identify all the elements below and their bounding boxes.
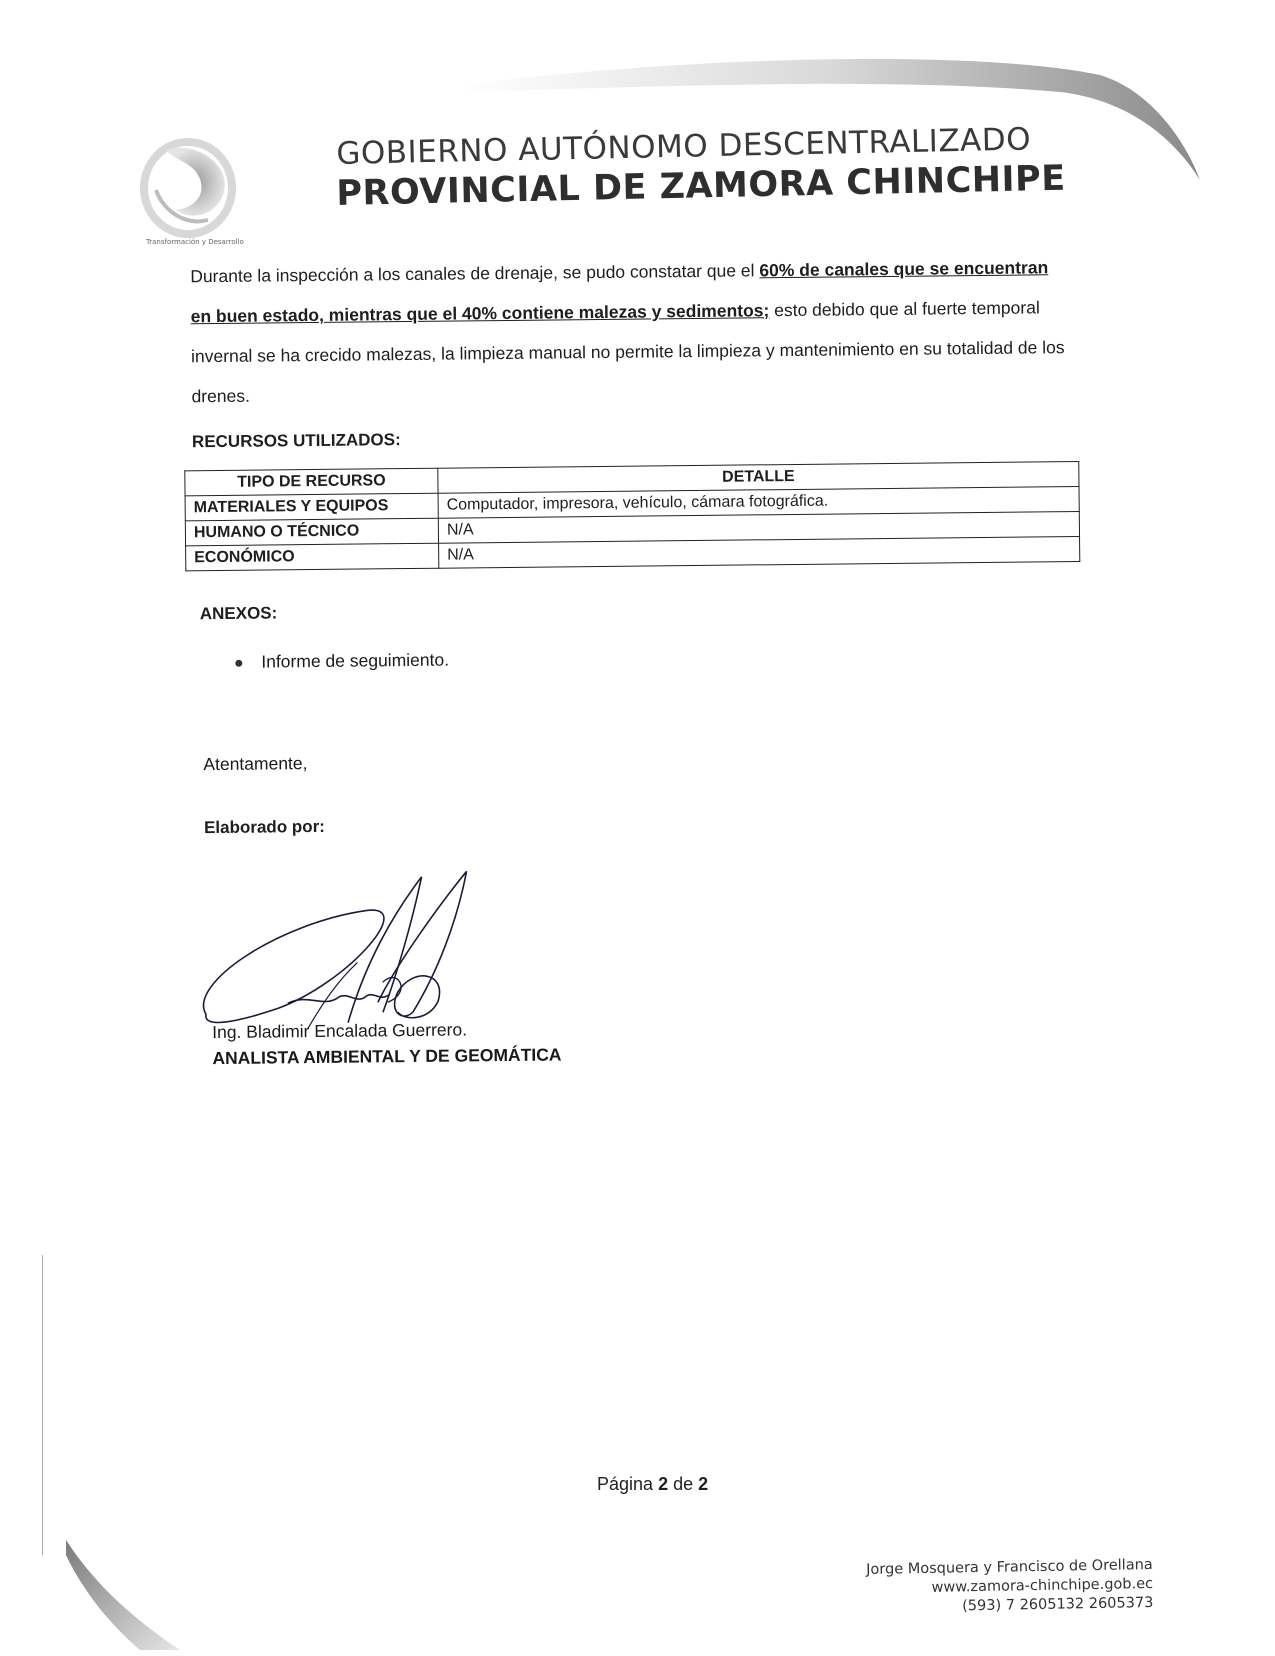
page-of: de bbox=[673, 1474, 694, 1494]
column-header-detail: DETALLE bbox=[438, 461, 1079, 493]
paragraph-intro: Durante la inspección a los canales de drenaje, se pudo constatar que el bbox=[190, 260, 755, 287]
list-item bbox=[229, 650, 449, 673]
page-number bbox=[597, 1474, 708, 1495]
header-institution-line1: GOBIERNO AUTÓNOMO DESCENTRALIZADO bbox=[336, 121, 1032, 172]
resource-type-cell: ECONÓMICO bbox=[186, 543, 439, 571]
header-institution-line2: PROVINCIAL DE ZAMORA CHINCHIPE bbox=[336, 158, 1067, 214]
resources-title: RECURSOS UTILIZADOS: bbox=[191, 430, 401, 452]
page-total: 2 bbox=[698, 1474, 709, 1494]
footer-contact bbox=[866, 1556, 1153, 1618]
annexes-title: ANEXOS: bbox=[199, 603, 278, 624]
column-header-type: TIPO DE RECURSO bbox=[185, 468, 438, 496]
page-label: Página bbox=[597, 1474, 654, 1494]
footer-address: Jorge Mosquera y Francisco de Orellana bbox=[866, 1556, 1154, 1578]
footer-phone: (593) 7 2605132 2605373 bbox=[962, 1594, 1154, 1615]
annex-item-label: Informe de seguimiento. bbox=[261, 649, 450, 672]
paragraph-rest: esto debido que al fuerte temporal invernal se ha crecido malezas, la limpieza manual no permite la limpieza y mantenimiento en su totalidad de los drenes. bbox=[190, 297, 1065, 407]
resource-detail-cell: N/A bbox=[439, 536, 1080, 568]
closing-salutation: Atentamente, bbox=[203, 753, 308, 775]
logo-caption: Transformación y Desarrollo bbox=[146, 238, 244, 246]
annexes-list bbox=[229, 650, 449, 673]
inspection-paragraph bbox=[190, 247, 1072, 416]
resource-detail-cell: N/A bbox=[438, 511, 1079, 543]
resource-detail-cell: Computador, impresora, vehículo, cámara fotográfica. bbox=[438, 486, 1079, 518]
footer-website: www.zamora-chinchipe.gob.ec bbox=[931, 1575, 1154, 1596]
prepared-by-label: Elaborado por: bbox=[203, 816, 326, 838]
resource-type-cell: MATERIALES Y EQUIPOS bbox=[185, 493, 438, 521]
page-current: 2 bbox=[658, 1474, 669, 1494]
signer-name: Ing. Bladimir Encalada Guerrero. bbox=[212, 1019, 468, 1043]
bullet-icon bbox=[235, 660, 242, 667]
handwritten-signature bbox=[196, 861, 518, 1039]
resource-type-cell: HUMANO O TÉCNICO bbox=[185, 518, 438, 546]
signer-title: ANALISTA AMBIENTAL Y DE GEOMÁTICA bbox=[212, 1044, 562, 1069]
paragraph-highlight: 60% de canales que se encuentran en buen estado, mientras que el 40% contiene malezas y sedimentos; bbox=[190, 257, 1049, 327]
resources-table bbox=[184, 461, 1080, 571]
